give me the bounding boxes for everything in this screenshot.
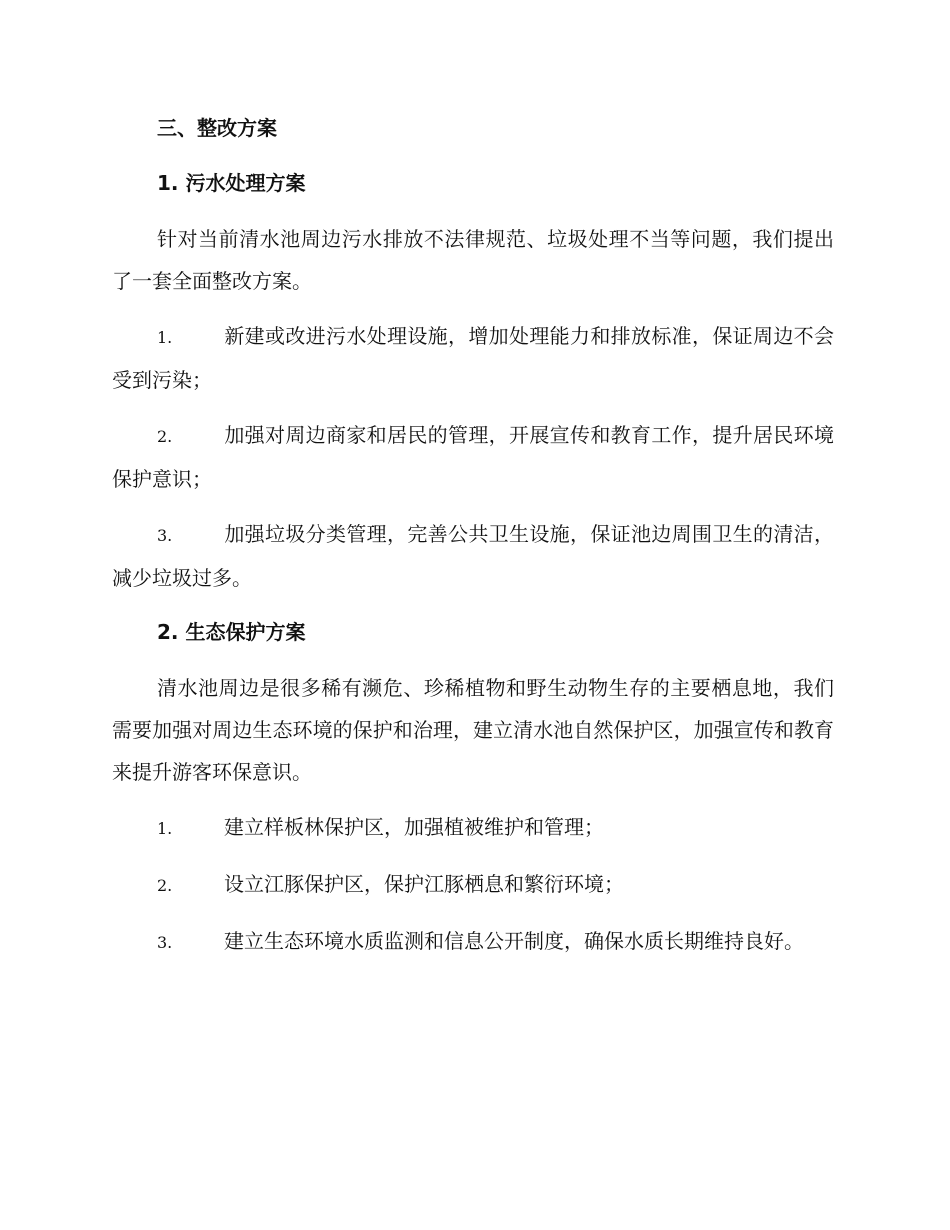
subsection-heading-ecology: 2. 生态保护方案	[157, 620, 306, 644]
list-item-text: 新建或改进污水处理设施，增加处理能力和排放标准，保证周边不会受到污染；	[112, 324, 834, 392]
list-item	[112, 513, 834, 599]
list-item-text: 加强垃圾分类管理，完善公共卫生设施，保证池边周围卫生的清洁，减少垃圾过多。	[112, 522, 834, 590]
list-item-text: 加强对周边商家和居民的管理，开展宣传和教育工作，提升居民环境保护意识；	[112, 423, 834, 491]
ecology-intro-paragraph: 清水池周边是很多稀有濒危、珍稀植物和野生动物生存的主要栖息地，我们需要加强对周边生态环境的保护和治理，建立清水池自然保护区，加强宣传和教育来提升游客环保意识。	[112, 676, 834, 784]
list-item	[112, 315, 834, 401]
list-item-text: 建立样板林保护区，加强植被维护和管理；	[224, 815, 604, 839]
list-item-number: 1.	[157, 328, 173, 347]
list-item-number: 1.	[157, 819, 173, 838]
subsection-heading-sewage: 1. 污水处理方案	[157, 171, 306, 195]
list-item-number: 3.	[157, 526, 173, 545]
list-item	[112, 863, 834, 907]
list-item-number: 2.	[157, 876, 173, 895]
sewage-intro-paragraph: 针对当前清水池周边污水排放不法律规范、垃圾处理不当等问题，我们提出了一套全面整改方案。	[112, 227, 834, 293]
list-item	[112, 920, 834, 964]
document-body	[112, 108, 834, 977]
list-item-text: 建立生态环境水质监测和信息公开制度，确保水质长期维持良好。	[224, 929, 804, 953]
list-item-number: 3.	[157, 933, 173, 952]
list-item-text: 设立江豚保护区，保护江豚栖息和繁衍环境；	[224, 872, 624, 896]
list-item-number: 2.	[157, 427, 173, 446]
list-item	[112, 414, 834, 500]
section-title: 三、整改方案	[157, 116, 277, 140]
list-item	[112, 806, 834, 850]
